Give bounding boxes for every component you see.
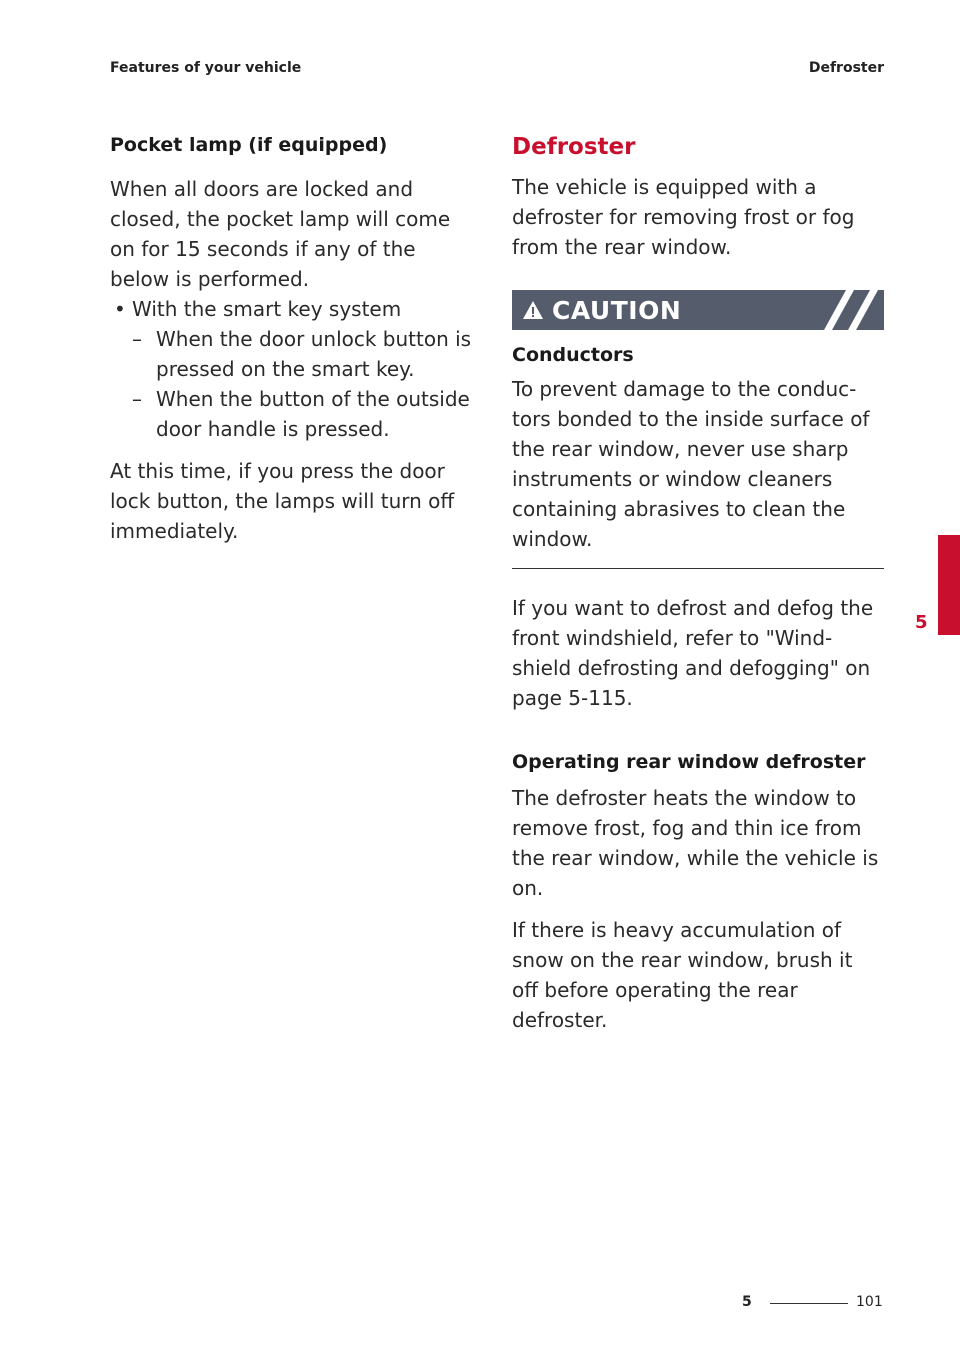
chapter-side-tab — [938, 535, 960, 635]
footer-section-number: 5 — [742, 1294, 752, 1310]
pocket-lamp-closing: At this time, if you press the door lock button, the lamps will turn off immediately. — [110, 459, 455, 543]
dash-item: – When the door unlock button is pressed on the smart key. — [132, 324, 480, 384]
left-column — [110, 130, 480, 546]
bullet-item-text: With the smart key system — [132, 297, 402, 321]
windshield-reference: If you want to defrost and defog the front windshield, refer to "Wind-shield defrosting and defogging" on page 5-115. — [512, 596, 874, 710]
footer-page-number: 101 — [856, 1294, 883, 1310]
operating-paragraph-1: The defroster heats the window to remove frost, fog and thin ice from the rear window, while the vehicle is on. — [512, 786, 879, 900]
dash-item: – When the button of the outside door handle is pressed. — [132, 384, 480, 444]
footer-divider — [770, 1303, 848, 1304]
section-title: Defroster — [512, 134, 636, 160]
header-section-title: Defroster — [808, 60, 884, 76]
operating-paragraph-2: If there is heavy accumulation of snow on the rear window, brush it off before operating the rear defroster. — [512, 918, 853, 1032]
header-chapter-title: Features of your vehicle — [110, 60, 302, 76]
pocket-lamp-intro: When all doors are locked and closed, the pocket lamp will come on for 15 seconds if any of the below is performed. — [110, 177, 451, 291]
right-column — [512, 130, 884, 1035]
caution-stripes — [814, 290, 884, 330]
caution-subhead: Conductors — [512, 344, 634, 366]
bullet-item — [110, 294, 480, 444]
caution-label: CAUTION — [552, 295, 682, 325]
dash-list — [132, 324, 480, 444]
operating-heading: Operating rear window defroster — [512, 751, 866, 773]
caution-divider — [512, 568, 884, 569]
caution-text: To prevent damage to the conduc-tors bonded to the inside surface of the rear window, never use sharp instruments or window cleaners containing abrasives to clean the window. — [512, 377, 870, 551]
pocket-lamp-heading: Pocket lamp (if equipped) — [110, 134, 388, 156]
pocket-lamp-bullets — [110, 294, 480, 444]
defroster-intro: The vehicle is equipped with a defroster for removing frost or fog from the rear window. — [512, 175, 855, 259]
chapter-side-number: 5 — [915, 612, 928, 633]
warning-triangle-icon — [522, 300, 544, 320]
caution-banner — [512, 290, 884, 330]
